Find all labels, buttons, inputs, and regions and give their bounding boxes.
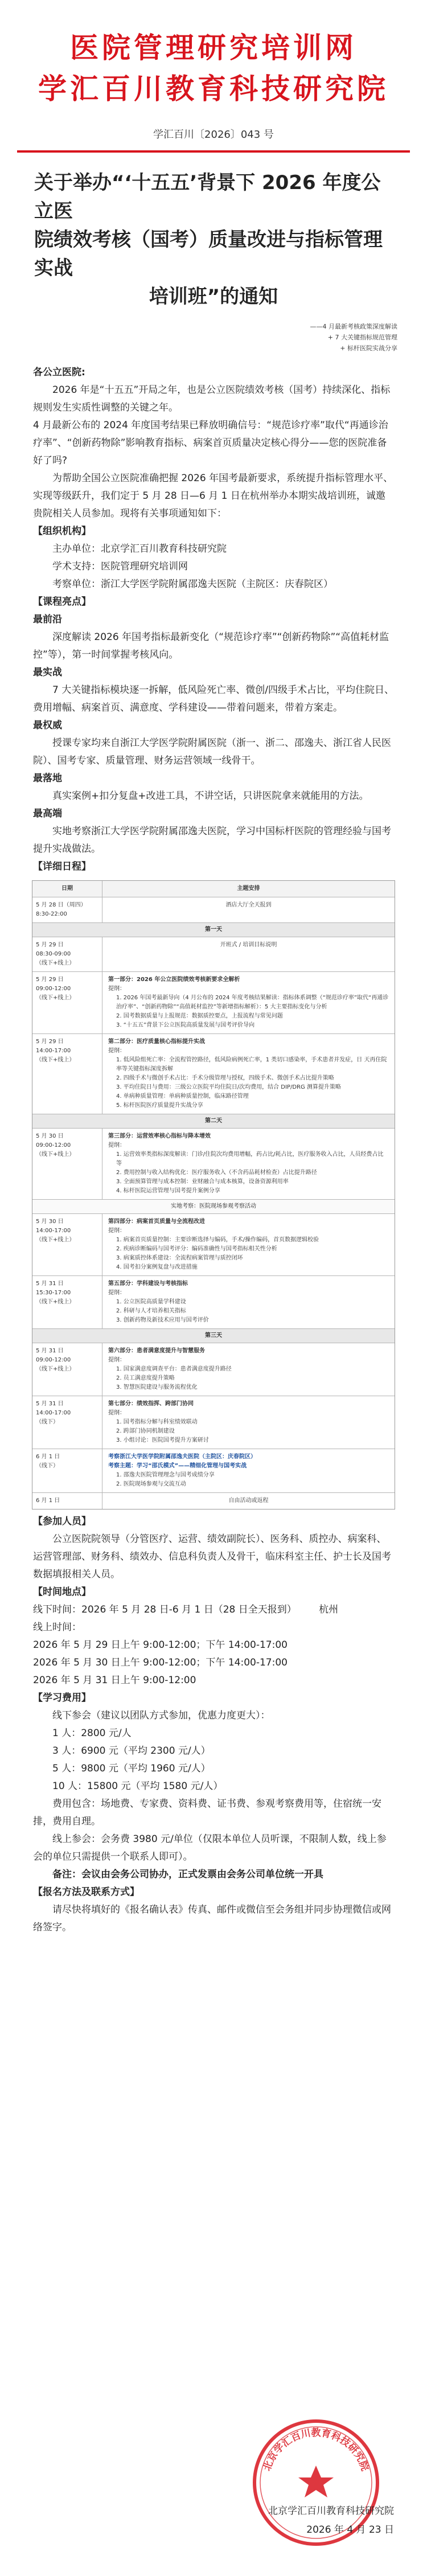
schedule-content-cell: [102, 1343, 395, 1396]
header-title-line1: 医院管理研究培训网: [70, 31, 357, 64]
schedule-row: [32, 937, 395, 971]
schedule-content-cell: [102, 1214, 395, 1275]
schedule-content-line: 考察浙江大学医学院附属邵逸夫医院（主院区：庆春院区）: [108, 1454, 256, 1460]
schedule-content-line: 第四部分：病案首页质量与全流程改进: [108, 1219, 205, 1225]
schedule-content-line: 3. 创新药物及新技术应用与国考评价: [116, 1317, 209, 1323]
schedule-time-cell: [32, 897, 102, 922]
fees-online: 线上参会：会务费 3980 元/单位（仅限本单位人员听课，不限制人数，线上参会的单位只需提供一个联系人即可）。: [33, 1833, 387, 1863]
schedule-content-line: 1. 公立医院高质量学科建设: [116, 1299, 186, 1305]
schedule-day-label: 第二天: [205, 1118, 222, 1124]
schedule-day-label: 第三天: [205, 1332, 222, 1339]
intro-paragraph: 4 月最新公布的 2024 年度国考结果已释放明确信号：“规范诊疗率”取代“再通诊治疗率”、“创新药物除”影响教育指标、病案首页质量决定核心得分——您的医院准备好了吗?: [33, 420, 388, 466]
time-online-item: 2026 年 5 月 29 日上午 9:00-12:00；下午 14:00-17:00: [33, 1639, 288, 1651]
section-heading-participants: 【参加人员】: [33, 1516, 91, 1527]
schedule-time-line: 14:00-17:00: [36, 1410, 71, 1416]
schedule-content-line: 1. 病案首页质量控制：主要诊断选择与编码，手术/操作编码，首页数据逻辑校验: [116, 1237, 319, 1243]
schedule-content-line: 3. 小组讨论：医院国考提升方案研讨: [116, 1437, 209, 1443]
schedule-time-cell: [32, 1493, 102, 1509]
schedule-row: [32, 1128, 395, 1199]
schedule-content-line: 1. 国考指标分解与科室绩效联动: [116, 1419, 198, 1425]
highlight-text: 实地考察浙江大学医学院附属邵逸夫医院，学习中国标杆医院的管理经验与国考提升实战做法。: [33, 826, 391, 855]
schedule-row: [32, 1275, 395, 1328]
time-offline: [33, 1601, 394, 1619]
schedule-content-line: 4. 单病种质量管理：单病种质量控制，临床路径管理: [116, 1093, 249, 1100]
document-number: 学汇百川〔2026〕043 号: [153, 129, 274, 141]
time-city: 杭州: [319, 1604, 339, 1615]
schedule-content-line: 酒店大厅全天报到: [225, 902, 272, 908]
schedule-content-line: 开班式 / 培训目标说明: [220, 942, 277, 948]
schedule-day-label: 实地考察：医院现场参观考察活动: [171, 1203, 256, 1209]
schedule-row: [32, 1492, 395, 1509]
schedule-break-row: [32, 1199, 395, 1213]
header-title-line2: 学汇百川教育科技研究院: [38, 72, 389, 105]
schedule-time-cell: [32, 1449, 102, 1492]
section-heading-contact: 【报名方法及联系方式】: [33, 1886, 139, 1898]
schedule-time-cell: [32, 1129, 102, 1199]
tag-item: + 7 大关键指标规范管理: [327, 334, 397, 341]
schedule-row: [32, 1343, 395, 1396]
subtitle-tags: [0, 321, 427, 354]
schedule-content-line: 2. 员工满意度提升策略: [116, 1375, 175, 1381]
contact-text: 请尽快将填好的《报名确认表》传真、邮件或微信至会务组并同步协理微信或网络签字。: [33, 1904, 391, 1933]
schedule-header-time: 日期: [32, 881, 102, 897]
tag-item: ——4 月最新考核政策深度解读: [310, 323, 397, 330]
schedule-time-line: 5 月 30 日: [36, 1219, 64, 1225]
fees-tier: 10 人：15800 元（平均 1580 元/人）: [52, 1781, 223, 1792]
schedule-row: [32, 971, 395, 1033]
schedule-content-line: 2. 疾病诊断编码与国考评分：编码准确性与国考指标相关性分析: [116, 1246, 277, 1252]
schedule-content-line: 提纲：: [108, 1228, 125, 1234]
schedule-time-cell: [32, 1276, 102, 1328]
participants-text: 公立医院院领导（分管医疗、运营、绩效副院长）、医务科、质控办、病案科、运营管理部、财务科、绩效办、信息科负责人及骨干，临床科室主任、护士长及国考数据填报相关人员。: [33, 1533, 391, 1580]
section-heading-org: 【组织机构】: [33, 526, 91, 537]
notice-title-line1: 关于举办“‘十五五’背景下 2026 年度公立医: [34, 171, 381, 223]
schedule-time-line: 09:00-12:00: [36, 1357, 71, 1363]
schedule-time-line: （线下+线上）: [36, 995, 75, 1001]
schedule-table: [32, 880, 395, 1509]
highlight-text: 授课专家均来自浙江大学医学院附属医院（浙一、浙二、邵逸夫、浙江省人民医院）、国考专家、质量管理、财务运营领域一线骨干。: [33, 737, 391, 766]
schedule-header-row: [32, 881, 395, 897]
schedule-time-line: （线下+线上）: [36, 1057, 75, 1063]
schedule-content-line: 第二部分：医疗质量核心指标提升实战: [108, 1039, 205, 1045]
org-line: 考察单位：浙江大学医学院附属邵逸夫医院（主院区：庆春院区）: [52, 579, 333, 590]
details-section: [33, 1513, 394, 1937]
schedule-time-line: 5 月 28 日（周四）: [36, 902, 87, 908]
schedule-content-line: 3. “十五五”背景下公立医院高质量发展与国考评价导向: [116, 1022, 255, 1028]
schedule-content-cell: [102, 1034, 395, 1114]
schedule-day-row: [32, 1114, 395, 1128]
schedule-content-cell: [102, 1396, 395, 1449]
schedule-row: [32, 1449, 395, 1492]
schedule-content-line: 3. 全面预算管理与成本控制：业财融合与成本核算，设备资源利用率: [116, 1179, 289, 1185]
schedule-time-line: 5 月 30 日: [36, 1133, 64, 1139]
schedule-content-line: 2. 国考数据质量与上报规范：数据质控要点，上报流程与常见问题: [116, 1013, 283, 1019]
schedule-content-cell: [102, 1129, 395, 1199]
fees-offline-title: 线下参会（建议以团队方式参加，优惠力度更大）：: [52, 1710, 270, 1721]
schedule-time-cell: [32, 972, 102, 1033]
signoff-org: 北京学汇百川教育科技研究院: [268, 2505, 394, 2517]
schedule-content-line: 1. 低风险组死亡率：全流程管控路径，低风险病例死亡率，1 类切口感染率，手术患者并发症，日 天再住院率等关键指标深度拆解: [116, 1057, 387, 1072]
schedule-time-line: 6 月 1 日: [36, 1498, 60, 1504]
section-heading-fees: 【学习费用】: [33, 1692, 91, 1704]
schedule-content-line: 第三部分：运营效率核心指标与降本增效: [108, 1133, 211, 1139]
highlight-title: 最实战: [33, 667, 62, 678]
schedule-content-line: 提纲：: [108, 1142, 125, 1148]
schedule-content-line: 3. 病案质控体系建设：全流程病案管理与质控闭环: [116, 1255, 243, 1261]
intro-paragraph: 2026 年是“十五五”开局之年，也是公立医院绩效考核（国考）持续深化、指标规则发生实质性调整的关键之年。: [33, 384, 391, 413]
schedule-time-line: （线下+线上）: [36, 1237, 75, 1243]
schedule-time-line: 8:30-22:00: [36, 911, 67, 917]
schedule-content-line: 2. 医院现场参观与交流互动: [116, 1481, 186, 1487]
schedule-content-line: 提纲：: [108, 986, 125, 992]
schedule-content-line: 提纲：: [108, 1290, 125, 1296]
schedule-content-cell: [102, 972, 395, 1033]
schedule-content-line: 第七部分：绩效指挥、跨部门协同: [108, 1401, 194, 1407]
time-offline-text: 线下时间：2026 年 5 月 28 日-6 月 1 日（28 日全天报到）: [33, 1604, 297, 1615]
org-line: 主办单位：北京学汇百川教育科技研究院: [52, 543, 227, 555]
schedule-content-line: 4. 标杆医院运营管理与国考提升案例分享: [116, 1188, 220, 1194]
intro-paragraph: 为帮助全国公立医院准确把握 2026 年国考最新要求，系统提升指标管理水平、实现等级跃升，我们定于 5 月 28 日—6 月 1 日在杭州举办本期实战培训班，诚邀贵院相关人员参加。现将有关事项通知如下：: [33, 473, 393, 519]
schedule-content-cell: [102, 937, 395, 971]
schedule-content-cell: [102, 1493, 395, 1509]
schedule-content-line: 2. 科研与人才培养相关指标: [116, 1308, 186, 1314]
schedule-time-line: 5 月 29 日: [36, 942, 64, 948]
salutation: 各公立医院:: [33, 367, 85, 378]
seal-text: 北京学汇百川教育科技研究院: [261, 2427, 371, 2473]
schedule-content-line: 第一部分：2026 年公立医院绩效考核新要求全解析: [108, 977, 240, 983]
schedule-time-line: （线下）: [36, 1463, 59, 1469]
highlight-title: 最权威: [33, 720, 62, 731]
schedule-time-line: 5 月 31 日: [36, 1401, 64, 1407]
highlight-text: 深度解读 2026 年国考指标最新变化（“规范诊疗率”“创新药物除”“高值耗材监控”等），第一时间掌握考核风向。: [33, 631, 389, 661]
notice-title-line2: 院绩效考核（国考）质量改进与指标管理实战: [34, 228, 383, 280]
schedule-time-line: 5 月 31 日: [36, 1348, 64, 1354]
fees-tier: 3 人：6900 元（平均 2300 元/人）: [52, 1745, 211, 1757]
schedule-day-label: 第一天: [205, 926, 222, 933]
time-online-item: 2026 年 5 月 31 日上午 9:00-12:00: [33, 1675, 196, 1686]
schedule-row: [32, 897, 395, 922]
fees-remark: 备注：会议由会务公司协办，正式发票由会务公司单位统一开具: [52, 1869, 323, 1880]
highlight-title: 最前沿: [33, 614, 62, 625]
schedule-content-line: 考察主题：学习“邵氏模式”——精细化管理与国考实战: [108, 1463, 247, 1469]
section-heading-highlights: 【课程亮点】: [33, 596, 91, 608]
header-divider: [17, 150, 410, 153]
schedule-content-cell: [102, 1449, 395, 1492]
schedule-time-cell: [32, 1343, 102, 1396]
schedule-time-line: （线下+线上）: [36, 1151, 75, 1158]
section-heading-schedule: 【详细日程】: [33, 861, 91, 872]
schedule-time-line: （线下+线上）: [36, 1366, 75, 1372]
fees-tier: 5 人：9800 元（平均 1960 元/人）: [52, 1763, 211, 1774]
signoff-date: 2026 年 4 月 23 日: [306, 2524, 394, 2536]
schedule-time-cell: [32, 1034, 102, 1114]
schedule-time-line: 5 月 29 日: [36, 977, 64, 983]
schedule-content-line: 提纲：: [108, 1410, 125, 1416]
schedule-content-line: 2. 四级手术与微创手术占比：手术分级管理与授权，四级手术、微创手术占比提升策略: [116, 1075, 334, 1081]
schedule-time-line: （线下）: [36, 1419, 59, 1425]
schedule-day-row: [32, 1328, 395, 1343]
schedule-content-line: 4. 国考扣分案例复盘与改进措施: [116, 1264, 198, 1270]
highlight-text: 7 大关键指标模块逐一拆解，低风险死亡率、微创/四级手术占比，平均住院日、费用增幅、病案首页、满意度、学科建设——带着问题来，带着方案走。: [33, 684, 394, 713]
fees-offline-note: 费用包含：场地费、专家费、资料费、证书费、参观考察费用等，住宿统一安排，费用自理。: [33, 1798, 381, 1827]
schedule-row: [32, 1213, 395, 1275]
schedule-content-cell: [102, 897, 395, 922]
schedule-row: [32, 1033, 395, 1114]
schedule-content-line: 第六部分：患者满意度提升与智慧服务: [108, 1348, 205, 1354]
notice-title-line3: 培训班”的通知: [149, 285, 278, 308]
svg-text:北京学汇百川教育科技研究院: [261, 2427, 371, 2473]
schedule-row: [32, 1396, 395, 1449]
schedule-content-line: 3. 平均住院日与费用：三级公立医院平均住院日/次均费用，结合 DIP/DRG 测算提升策略: [116, 1084, 341, 1090]
schedule-content-line: 2. 费用控制与收入结构优化：医疗服务收入（不含药品耗材检查）占比提升路径: [116, 1170, 317, 1176]
highlights-list: [33, 611, 394, 858]
schedule-time-line: 09:00-12:00: [36, 986, 71, 992]
schedule-content-cell: [102, 1276, 395, 1328]
highlight-title: 最高端: [33, 808, 62, 819]
schedule-time-line: 14:00-17:00: [36, 1228, 71, 1234]
schedule-time-cell: [32, 937, 102, 971]
schedule-content-line: 1. 运营效率类指标深度解读：门诊/住院次均费用增幅，药占比/耗占比，医疗服务收入占比，人员经费占比等: [116, 1151, 384, 1167]
schedule-time-cell: [32, 1214, 102, 1275]
fees-tier: 1 人：2800 元/人: [52, 1728, 132, 1739]
schedule-time-cell: [32, 1396, 102, 1449]
schedule-time-line: （线下+线上）: [36, 1299, 75, 1305]
schedule-content-line: 1. 邵逸夫医院管理理念与国考成绩分享: [116, 1472, 215, 1478]
org-line: 学术支持：医院管理研究培训网: [52, 561, 188, 572]
time-online-label: 线上时间：: [33, 1622, 81, 1633]
tag-item: + 标杆医院实战分享: [340, 344, 397, 352]
section-heading-time: 【时间地点】: [33, 1586, 91, 1598]
time-online-item: 2026 年 5 月 30 日上午 9:00-12:00；下午 14:00-17:00: [33, 1657, 288, 1668]
schedule-header-content: 主题安排: [237, 885, 260, 892]
schedule-time-line: 6 月 1 日: [36, 1454, 60, 1460]
intro-section: [33, 364, 394, 876]
highlight-title: 最落地: [33, 773, 62, 784]
schedule-time-line: 5 月 31 日: [36, 1281, 64, 1287]
schedule-content-line: 提纲：: [108, 1357, 125, 1363]
schedule-content-line: 自由活动或返程: [228, 1498, 269, 1504]
schedule-time-line: 09:00-12:00: [36, 1142, 71, 1148]
schedule-time-line: 14:00-17:00: [36, 1048, 71, 1054]
schedule-time-line: 15:30-17:00: [36, 1290, 71, 1296]
schedule-time-line: （线下+线上）: [36, 960, 75, 966]
schedule-time-line: 5 月 29 日: [36, 1039, 64, 1045]
schedule-content-line: 1. 国家满意度调查平台：患者满意度提升路径: [116, 1366, 232, 1372]
schedule-content-line: 第五部分：学科建设与考核指标: [108, 1281, 188, 1287]
schedule-content-line: 3. 智慧医院建设与服务流程优化: [116, 1384, 198, 1390]
schedule-day-row: [32, 922, 395, 937]
highlight-text: 真实案例+扣分复盘+改进工具，不讲空话，只讲医院拿来就能用的方法。: [52, 790, 369, 802]
schedule-time-line: 08:30-09:00: [36, 951, 71, 957]
schedule-content-line: 1. 2026 年国考最新导向（4 月公布的 2024 年度考核结果解读：指标体系调整（“规范诊疗率”取代“再通诊治疗率”、“创新药物除”“高值耗材监控”等新增指标解析）：5 大主要指标变化与分析: [116, 995, 389, 1010]
schedule-content-line: 提纲：: [108, 1048, 125, 1054]
schedule-content-line: 5. 标杆医院医疗质量提升实战分享: [116, 1102, 203, 1109]
schedule-content-line: 2. 跨部门协同机制建设: [116, 1428, 175, 1434]
notice-title: [34, 169, 393, 311]
